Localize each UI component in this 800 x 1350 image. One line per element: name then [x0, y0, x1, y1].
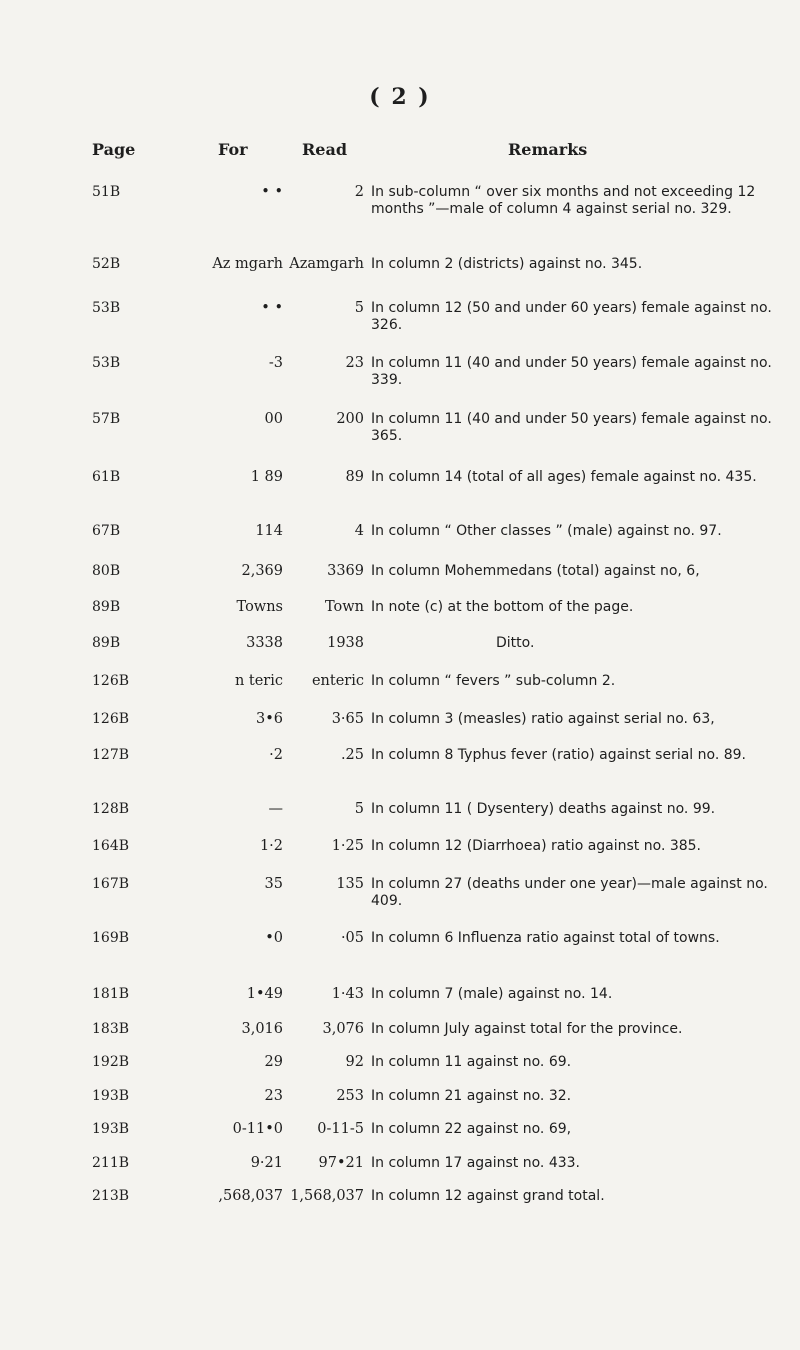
row-for: -3 — [268, 355, 283, 371]
row-page: 51B — [92, 184, 121, 200]
row-for: Az mgarh — [212, 256, 283, 272]
row-for: • • — [261, 300, 283, 316]
table-header — [0, 140, 800, 164]
row-remarks: In column 22 against no. 69, — [371, 1121, 572, 1137]
row-page: 211B — [92, 1155, 130, 1171]
row-for: — — [268, 801, 283, 817]
row-remarks: In column 2 (districts) against no. 345. — [371, 256, 643, 272]
row-remarks: In column 7 (male) against no. 14. — [371, 986, 613, 1002]
row-page: 164B — [92, 838, 130, 854]
row-for: •0 — [265, 930, 283, 946]
row-for: ,568,037 — [218, 1188, 283, 1204]
row-page: 192B — [92, 1054, 130, 1070]
row-for: 1 89 — [250, 469, 283, 485]
row-read: 1·43 — [331, 986, 364, 1002]
row-remarks: In column 17 against no. 433. — [371, 1155, 581, 1171]
row-page: 126B — [92, 711, 130, 727]
row-for: 3•6 — [255, 711, 283, 727]
row-read: 3369 — [327, 563, 364, 579]
row-remarks: In column 3 (measles) ratio against serial no. 63, — [371, 711, 715, 727]
row-remarks: In column 8 Typhus fever (ratio) against serial no. 89. — [371, 747, 746, 763]
row-for: 114 — [255, 523, 283, 539]
row-for: 1·2 — [259, 838, 283, 854]
row-read: ·05 — [340, 930, 364, 946]
header-for: For — [218, 140, 248, 159]
row-for: 35 — [264, 876, 283, 892]
row-for: 9·21 — [250, 1155, 283, 1171]
row-read: 135 — [336, 876, 364, 892]
row-read: 0-11-5 — [317, 1121, 364, 1137]
row-page: 181B — [92, 986, 130, 1002]
row-for: n teric — [234, 673, 283, 689]
row-page: 128B — [92, 801, 130, 817]
row-remarks: In column Mohemmedans (total) against no, 6, — [371, 563, 700, 579]
row-remarks: In column 21 against no. 32. — [371, 1088, 572, 1104]
row-read: 4 — [354, 523, 364, 539]
row-remarks: In column 11 (40 and under 50 years) female against no. 365. — [371, 411, 772, 444]
row-read: 97•21 — [318, 1155, 364, 1171]
row-page: 57B — [92, 411, 121, 427]
row-read: Azamgarh — [289, 256, 364, 272]
row-for: ·2 — [269, 747, 283, 763]
row-read: 1·25 — [331, 838, 364, 854]
row-remarks: In sub-column “ over six months and not exceeding 12 months ”—male of column 4 against serial no. 329. — [371, 184, 756, 217]
row-read: .25 — [340, 747, 364, 763]
row-for: 00 — [264, 411, 283, 427]
row-page: 52B — [92, 256, 121, 272]
row-for: 29 — [264, 1054, 283, 1070]
row-remarks: In column “ fevers ” sub-column 2. — [371, 673, 616, 689]
row-remarks: In column 6 Influenza ratio against total of towns. — [371, 930, 720, 946]
row-read: 92 — [345, 1054, 364, 1070]
row-read: 5 — [354, 801, 364, 817]
row-page: 53B — [92, 300, 121, 316]
row-remarks: In column 12 against grand total. — [371, 1188, 605, 1204]
row-read: enteric — [311, 673, 364, 689]
row-for: Towns — [236, 599, 283, 615]
row-read: Town — [324, 599, 364, 615]
row-for: 3,016 — [241, 1021, 283, 1037]
row-for: 23 — [264, 1088, 283, 1104]
row-page: 183B — [92, 1021, 130, 1037]
row-page: 61B — [92, 469, 121, 485]
page-number: ( 2 ) — [369, 84, 431, 110]
row-remarks: In note (c) at the bottom of the page. — [371, 599, 634, 615]
row-page: 127B — [92, 747, 130, 763]
row-remarks: In column 11 against no. 69. — [371, 1054, 572, 1070]
row-for: 0-11•0 — [232, 1121, 283, 1137]
row-remarks: In column 11 (40 and under 50 years) female against no. 339. — [371, 355, 772, 388]
row-read: 3,076 — [322, 1021, 364, 1037]
row-read: 253 — [336, 1088, 364, 1104]
header-page: Page — [92, 140, 136, 159]
row-for: 1•49 — [246, 986, 283, 1002]
row-page: 167B — [92, 876, 130, 892]
row-for: • • — [261, 184, 283, 200]
row-read: 5 — [354, 300, 364, 316]
row-remarks: In column 27 (deaths under one year)—male against no. 409. — [371, 876, 768, 909]
row-page: 213B — [92, 1188, 130, 1204]
row-remarks: In column 12 (Diarrhoea) ratio against no. 385. — [371, 838, 702, 854]
row-read: 2 — [354, 184, 364, 200]
row-read: 200 — [336, 411, 364, 427]
header-read: Read — [302, 140, 348, 159]
row-remarks: In column 12 (50 and under 60 years) female against no. 326. — [371, 300, 772, 333]
row-remarks: In column “ Other classes ” (male) against no. 97. — [371, 523, 722, 539]
row-page: 67B — [92, 523, 121, 539]
row-remarks: In column 14 (total of all ages) female against no. 435. — [371, 469, 757, 485]
row-page: 53B — [92, 355, 121, 371]
row-page: 169B — [92, 930, 130, 946]
row-read: 3·65 — [331, 711, 364, 727]
row-page: 89B — [92, 635, 121, 651]
row-read: 1,568,037 — [290, 1188, 364, 1204]
row-read: 1938 — [327, 635, 364, 651]
row-for: 2,369 — [241, 563, 283, 579]
row-read: 89 — [345, 469, 364, 485]
header-remarks: Remarks — [508, 140, 588, 159]
row-page: 80B — [92, 563, 121, 579]
row-remarks: In column July against total for the province. — [371, 1021, 683, 1037]
row-remarks: Ditto. — [496, 635, 535, 651]
row-read: 23 — [345, 355, 364, 371]
row-page: 193B — [92, 1088, 130, 1104]
row-page: 126B — [92, 673, 130, 689]
row-for: 3338 — [246, 635, 283, 651]
row-page: 193B — [92, 1121, 130, 1137]
row-page: 89B — [92, 599, 121, 615]
row-remarks: In column 11 ( Dysentery) deaths against no. 99. — [371, 801, 716, 817]
